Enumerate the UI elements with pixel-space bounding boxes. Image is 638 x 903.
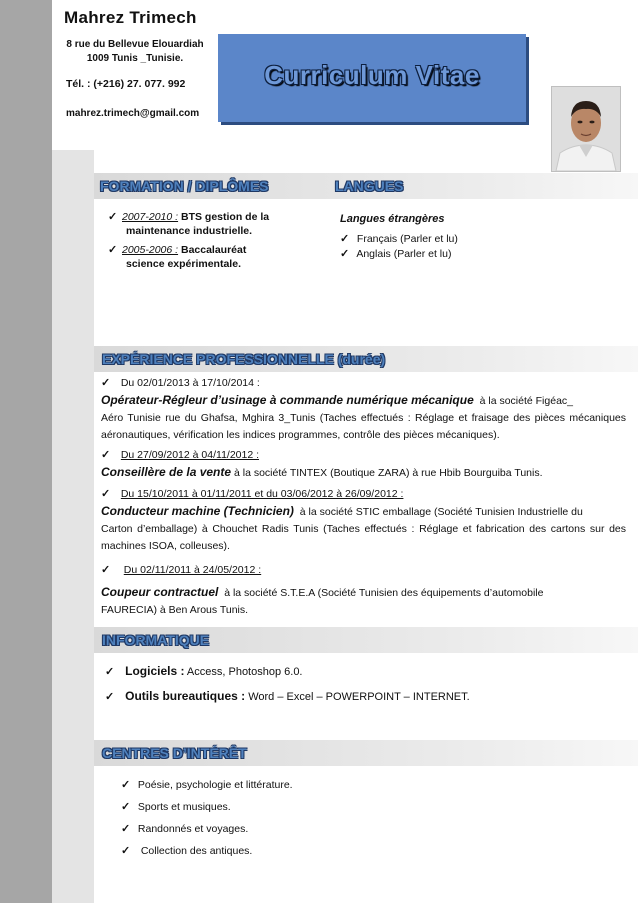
email-address[interactable]: mahrez.trimech@gmail.com [66, 108, 200, 119]
informatique-value: Word – Excel – POWERPOINT – INTERNET. [248, 691, 470, 703]
check-icon: ✓ [105, 666, 115, 678]
langue-item [340, 232, 620, 246]
job-role-line [101, 503, 626, 521]
check-icon: ✓ [101, 488, 111, 500]
langues-title: LANGUES [335, 178, 404, 194]
interets-list [121, 778, 421, 864]
informatique-list [105, 664, 625, 709]
check-icon: ✓ [108, 244, 118, 256]
job-role-line [101, 464, 626, 482]
job-description: Carton d’emballage) à Chouchet Radis Tunis (Taches effectués : Réglage et fabrication des cartons sur des machines ISOA, colleuses). [101, 523, 626, 552]
job-role: Coupeur contractuel [101, 585, 219, 599]
formation-date: 2007-2010 : [122, 211, 179, 223]
formation-list [108, 210, 308, 276]
langues-subtitle: Langues étrangères [340, 213, 445, 225]
interets-title: CENTRES D’INTÉRÊT [102, 745, 247, 761]
check-icon: ✓ [101, 564, 111, 576]
formation-text-cont: science expérimentale. [126, 258, 241, 270]
check-icon: ✓ [340, 248, 350, 260]
informatique-label: Logiciels : [125, 664, 185, 678]
interet-item: ✓ Randonnés et voyages. [121, 823, 249, 835]
job-dates: ✓ Du 02/11/2011 à 24/05/2012 : [101, 562, 626, 579]
left-decorative-strip [0, 0, 52, 903]
informatique-title: INFORMATIQUE [102, 632, 210, 648]
job-role-line [101, 392, 626, 410]
address-line-2: 1009 Tunis _Tunisie. [86, 53, 184, 64]
candidate-name: Mahrez Trimech [64, 8, 197, 27]
job-role-line [101, 584, 626, 602]
job-company: à la société Figéac_ [479, 395, 573, 407]
job-role: Conducteur machine (Technicien) [101, 504, 294, 518]
job-company: à la société STIC emballage (Société Tunisien Industrielle du [299, 506, 583, 518]
formation-date: 2005-2006 : [122, 244, 179, 256]
check-icon: ✓ [101, 377, 111, 389]
job-dates: ✓ Du 02/01/2013 à 17/10/2014 : [101, 375, 626, 392]
job-description: FAURECIA) à Ben Arous Tunis. [101, 604, 249, 616]
job-role: Conseillère de la vente [101, 465, 232, 479]
check-icon: ✓ [108, 211, 118, 223]
job-3 [101, 486, 626, 555]
job-4 [101, 562, 626, 619]
cv-title: Curriculum Vitae [264, 60, 480, 90]
cv-title-banner [218, 34, 526, 122]
informatique-label: Outils bureautiques : [125, 689, 246, 703]
job-dates: ✓ Du 15/10/2011 à 01/11/2011 et du 03/06/2012 à 26/09/2012 : [101, 486, 626, 503]
job-2 [101, 447, 626, 482]
address-line-1: 8 rue du Bellevue Elouardiah [66, 39, 204, 50]
check-icon: ✓ [121, 845, 131, 857]
informatique-item [105, 689, 625, 704]
interet-item: ✓ Sports et musiques. [121, 801, 231, 813]
portrait-photo-graphic [552, 87, 620, 171]
job-role: Opérateur-Régleur d’usinage à commande numérique mécanique [101, 393, 474, 407]
job-company: à la société S.T.E.A (Société Tunisien des équipements d’automobile [224, 587, 544, 599]
formation-text-cont: maintenance industrielle. [126, 225, 253, 237]
job-dates: ✓ Du 27/09/2012 à 04/11/2012 : [101, 447, 626, 464]
formation-item [108, 210, 308, 238]
formation-text: Baccalauréat [180, 244, 247, 256]
informatique-item [105, 664, 625, 679]
formation-item [108, 243, 308, 271]
check-icon: ✓ [121, 823, 131, 835]
check-icon: ✓ [105, 691, 115, 703]
informatique-value: Access, Photoshop 6.0. [186, 666, 303, 678]
langue-text: Français (Parler et lu) [356, 233, 458, 245]
interet-item: ✓ Collection des antiques. [121, 845, 253, 857]
formation-text: BTS gestion de la [180, 211, 270, 223]
langues-list [340, 212, 620, 266]
job-company: à la société TINTEX (Boutique ZARA) à rue Hbib Bourguiba Tunis. [233, 467, 543, 479]
job-description: Aéro Tunisie rue du Ghafsa, Mghira 3_Tunis (Taches effectués : Réglage et fraisage des pièces mécaniques aéronautiques, vérification les indices programmes, contrôle des pièces mécaniques). [101, 412, 626, 441]
interet-item: ✓ Poésie, psychologie et littérature. [121, 779, 293, 791]
langue-text: Anglais (Parler et lu) [356, 248, 452, 260]
langue-item [340, 247, 620, 261]
check-icon: ✓ [121, 779, 131, 791]
portrait-photo [551, 86, 621, 172]
check-icon: ✓ [340, 233, 350, 245]
experience-title: EXPÉRIENCE PROFESSIONNELLE (durée) [102, 351, 386, 367]
phone-number: Tél. : (+216) 27. 077. 992 [66, 78, 186, 90]
contact-block [60, 8, 210, 119]
formation-title: FORMATION / DIPLÔMES [100, 178, 269, 194]
job-1 [101, 375, 626, 444]
inner-decorative-strip [52, 150, 94, 903]
check-icon: ✓ [121, 801, 131, 813]
check-icon: ✓ [101, 449, 111, 461]
